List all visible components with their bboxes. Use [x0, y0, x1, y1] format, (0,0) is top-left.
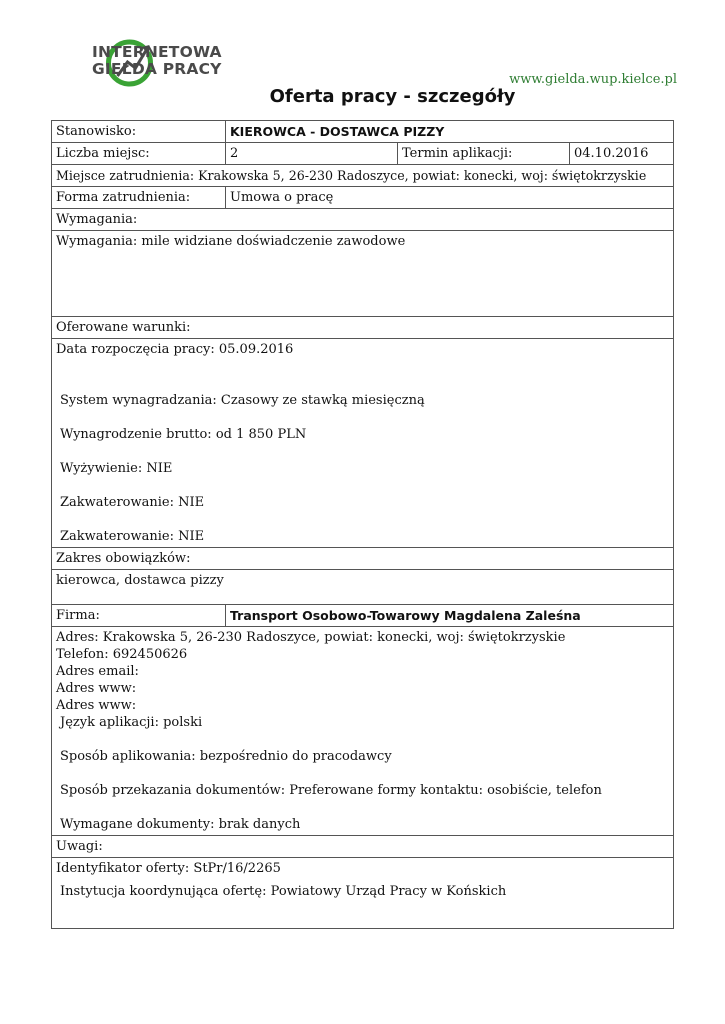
liczba-label: Liczba miejsc: — [52, 143, 226, 165]
wymagania-value: Wymagania: mile widziane doświadczenie zawodowe — [52, 231, 674, 317]
warunki-label: Oferowane warunki: — [52, 317, 674, 339]
offer-table — [51, 120, 674, 929]
warunki-system: System wynagradzania: Czasowy ze stawką miesięczną — [60, 393, 425, 408]
logo-line-2: GIEŁDA PRACY — [92, 60, 222, 78]
firma-details — [52, 627, 674, 836]
page-title: Oferta pracy - szczegóły — [269, 86, 516, 107]
uwagi-label: Uwagi: — [52, 836, 674, 858]
termin-label: Termin aplikacji: — [398, 143, 570, 165]
warunki-content — [52, 339, 674, 548]
firma-jezyk: Język aplikacji: polski — [60, 715, 203, 730]
forma-row — [52, 187, 674, 209]
firma-sposob-aplikowania: Sposób aplikowania: bezpośrednio do pracodawcy — [60, 749, 392, 764]
firma-sposob-przekazania: Sposób przekazania dokumentów: Preferowane formy kontaktu: osobiście, telefon — [60, 783, 602, 798]
termin-value: 04.10.2016 — [570, 143, 674, 165]
identyfikator-oferty: Identyfikator oferty: StPr/16/2265 — [56, 861, 281, 876]
firma-value: Transport Osobowo-Towarowy Magdalena Zaleśna — [226, 605, 674, 627]
warunki-header-row — [52, 317, 674, 339]
zakres-header-row — [52, 548, 674, 570]
firma-email: Adres email: — [56, 664, 139, 679]
firma-adres: Adres: Krakowska 5, 26-230 Radoszyce, powiat: konecki, woj: świętokrzyskie — [56, 630, 566, 645]
firma-row — [52, 605, 674, 627]
identyfikator-row — [52, 858, 674, 929]
uwagi-row — [52, 836, 674, 858]
zakres-label: Zakres obowiązków: — [52, 548, 674, 570]
liczba-value: 2 — [226, 143, 398, 165]
firma-label: Firma: — [52, 605, 226, 627]
warunki-zakwaterowanie-2: Zakwaterowanie: NIE — [60, 529, 205, 544]
warunki-zakwaterowanie-1: Zakwaterowanie: NIE — [60, 495, 205, 510]
firma-www-2: Adres www: — [56, 698, 137, 713]
logo-text — [92, 44, 222, 78]
forma-value: Umowa o pracę — [226, 187, 674, 209]
warunki-wyzywienie: Wyżywienie: NIE — [60, 461, 173, 476]
warunki-wynagrodzenie: Wynagrodzenie brutto: od 1 850 PLN — [60, 427, 307, 442]
stanowisko-row — [52, 121, 674, 143]
liczba-row — [52, 143, 674, 165]
forma-label: Forma zatrudnienia: — [52, 187, 226, 209]
identyfikator-content — [52, 858, 674, 929]
wymagania-header-row — [52, 209, 674, 231]
wymagania-label: Wymagania: — [52, 209, 674, 231]
stanowisko-label: Stanowisko: — [52, 121, 226, 143]
stanowisko-value: KIEROWCA - DOSTAWCA PIZZY — [226, 121, 674, 143]
warunki-content-row — [52, 339, 674, 548]
miejsce-zatrudnienia: Miejsce zatrudnienia: Krakowska 5, 26-230 Radoszyce, powiat: konecki, woj: świętokrzyskie — [52, 165, 674, 187]
zakres-content-row — [52, 570, 674, 605]
logo-line-1: INTERNETOWA — [92, 43, 222, 61]
firma-details-row — [52, 627, 674, 836]
firma-telefon: Telefon: 692450626 — [56, 647, 188, 662]
wymagania-content-row — [52, 231, 674, 317]
site-url-link[interactable]: www.gielda.wup.kielce.pl — [509, 72, 677, 87]
miejsce-row — [52, 165, 674, 187]
zakres-value: kierowca, dostawca pizzy — [52, 570, 674, 605]
firma-wymagane-dokumenty: Wymagane dokumenty: brak danych — [60, 817, 301, 832]
firma-www-1: Adres www: — [56, 681, 137, 696]
warunki-start: Data rozpoczęcia pracy: 05.09.2016 — [56, 342, 294, 357]
instytucja-koordynujaca: Instytucja koordynująca ofertę: Powiatowy Urząd Pracy w Końskich — [60, 884, 507, 899]
